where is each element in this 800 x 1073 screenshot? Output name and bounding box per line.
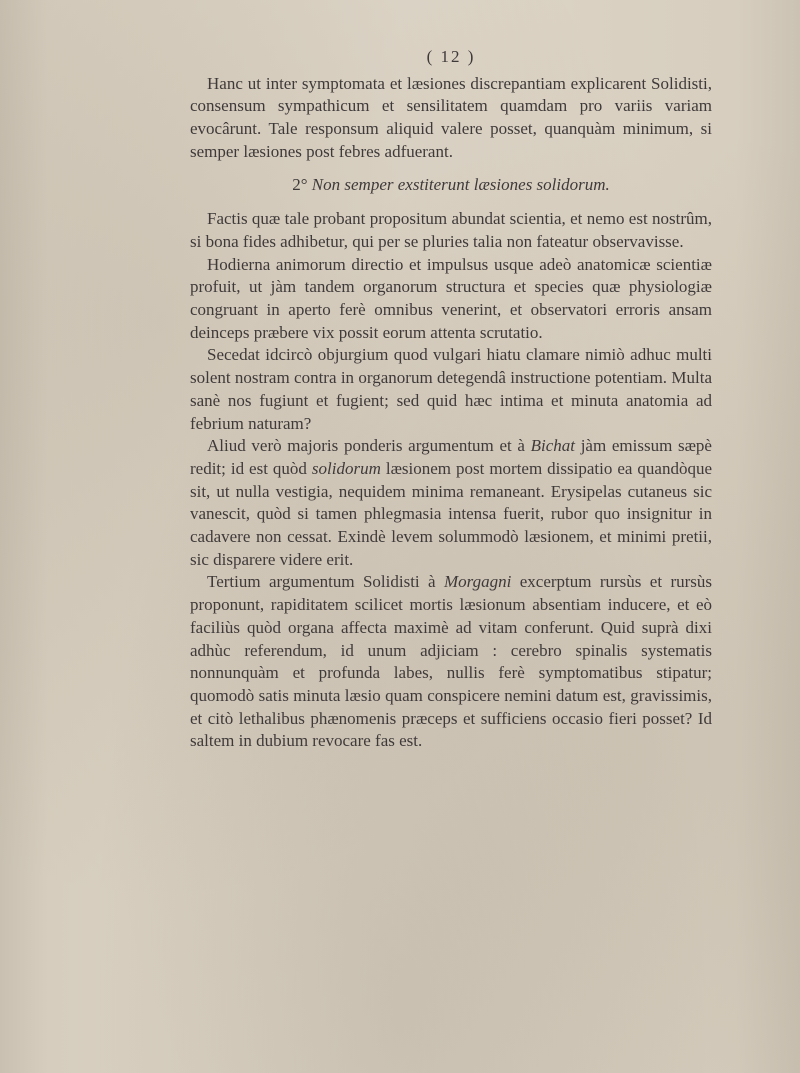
paragraph-2: Factis quæ tale probant propositum abundat scientia, et nemo est nostrûm, si bona fides adhibetur, qui per se pluries talia non fateatur observavisse.: [190, 209, 712, 251]
paragraph-3: Hodierna animorum directio et impulsus usque adeò anatomicæ scientiæ profuit, ut jàm tandem organorum structura et species quæ physiologiæ congruant in aperto ferè omnibus venerint, et observatori erroris ansam deinceps præbere vix possit eorum attenta scrutatio.: [190, 254, 712, 342]
italic-word-solidorum: solidorum: [311, 458, 381, 478]
paragraph-6-part-a: Tertium argumentum Solidisti à: [207, 572, 444, 592]
section-heading: [190, 174, 712, 197]
paragraph-6: [190, 571, 712, 753]
paragraph-5: [190, 435, 712, 571]
paragraph-6-part-b: excerptum rursùs et rursùs proponunt, rapiditatem scilicet mortis læsionum absentiam inducere, et eò faciliùs quòd organa affecta maximè ad vitam conferunt. Quid suprà dixi adhùc referendum, id unum adjiciam : cerebro spinalis systematis nonnunquàm et profunda labes, nullis ferè symptomatibus stipatur; quomodò satis minuta læsio quam conspicere nemini datum est, gravissimis, et citò lethalibus phænomenis præceps et sufficiens occasio fieri posset? Id saltem in dubium revocare fas est.: [190, 572, 713, 751]
paragraph-1: Hanc ut inter symptomata et læsiones discrepantiam explicarent Solidisti, consensum sympathicum et sensilitatem quamdam pro variis variam evocârunt. Tale responsum aliquid valere posset, quanquàm minimum, si semper læsiones post febres adfuerant.: [190, 73, 712, 161]
paragraph-5-part-b: jàm emissum sæpè redit; id est quòd: [190, 436, 712, 478]
author-name-morgagni: Morgagni: [443, 572, 512, 592]
section-number: 2°: [292, 174, 308, 194]
page-text-block: [190, 46, 712, 753]
author-name-bichat: Bichat: [530, 436, 576, 456]
paragraph-4: Secedat idcircò objurgium quod vulgari hiatu clamare nimiò adhuc multi solent nostram contra in organorum detegendâ instructione potentiam. Multa sanè nos fugiunt et fugient; sed quid hæc intima et minuta anatomia ad febrium naturam?: [190, 345, 712, 433]
section-title: Non semper exstiterunt læsiones solidorum.: [311, 174, 610, 194]
page-number: ( 12 ): [426, 47, 476, 66]
paragraph-5-part-a: Aliud verò majoris ponderis argumentum et à: [207, 436, 531, 456]
paragraph-5-part-c: læsionem post mortem dissipatio ea quandòque sit, ut nulla vestigia, nequidem minima remaneant. Erysipelas cutaneus sic vanescit, quòd si tamen phlegmasia intensa fuerit, rubor quo insignitur in cadavere non cessat. Exindè levem solummodò læsionem, et minimi pretii, sic disparere videre erit.: [190, 458, 712, 569]
